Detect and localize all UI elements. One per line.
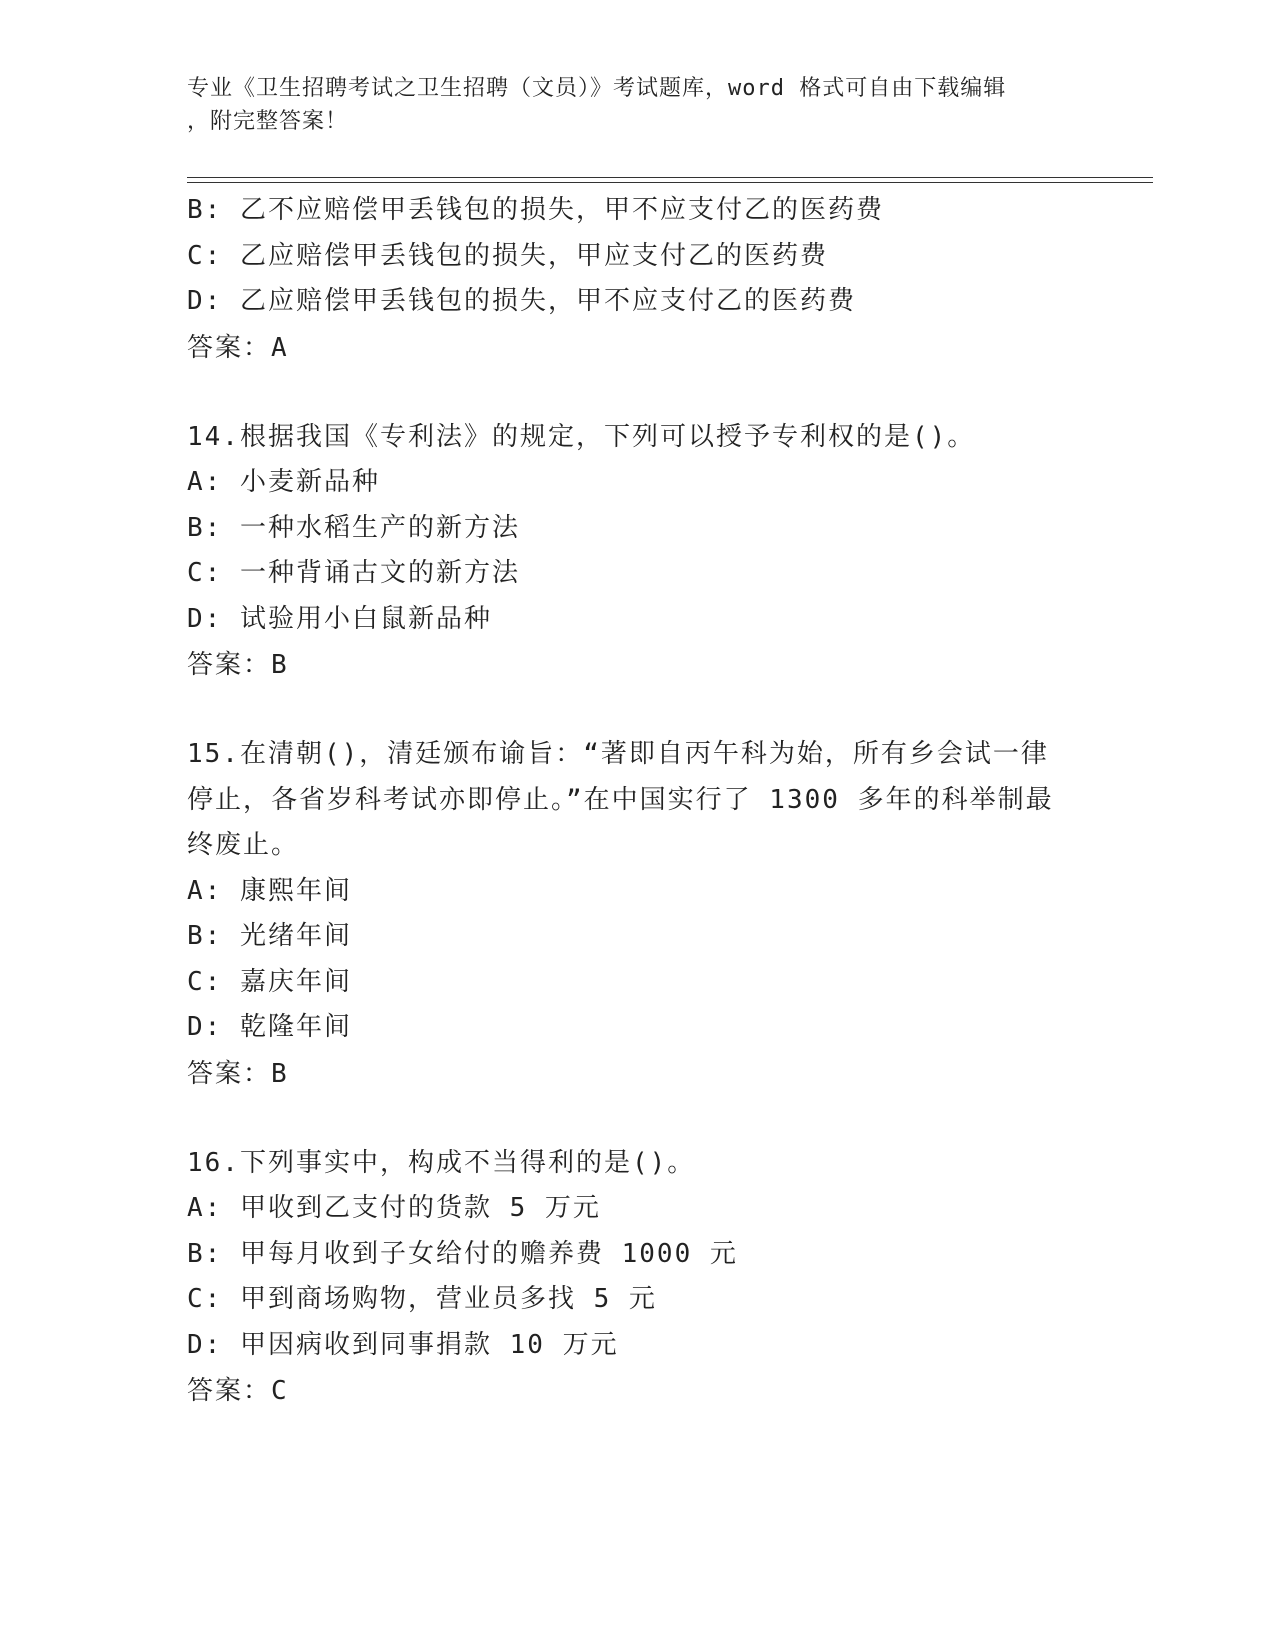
header-divider-bottom	[187, 182, 1153, 183]
spacer	[187, 371, 1087, 415]
q15-option-b: B: 光绪年间	[187, 921, 352, 951]
q14-option-b: B: 一种水稻生产的新方法	[187, 512, 520, 543]
q14-option-c: C: 一种背诵古文的新方法	[187, 558, 520, 588]
q13-option-d: D: 乙应赔偿甲丢钱包的损失，甲不应支付乙的医药费	[187, 286, 856, 316]
q13-option-c: C: 乙应赔偿甲丢钱包的损失，甲应支付乙的医药费	[187, 240, 828, 271]
header-divider-top	[187, 177, 1153, 178]
q16-answer: 答案：C	[187, 1376, 289, 1406]
q16-option-c: C: 甲到商场购物，营业员多找 5 元	[187, 1284, 657, 1314]
header-title-line-1: 专业《卫生招聘考试之卫生招聘（文员）》考试题库，word 格式可自由下载编辑	[187, 76, 1007, 101]
q13-option-b: B: 乙不应赔偿甲丢钱包的损失，甲不应支付乙的医药费	[187, 195, 884, 225]
q14-question: 14.根据我国《专利法》的规定，下列可以授予专利权的是()。	[187, 421, 976, 452]
q16-option-a: A: 甲收到乙支付的货款 5 万元	[187, 1193, 601, 1223]
q14-option-a: A: 小麦新品种	[187, 467, 380, 497]
q13-answer: 答案：A	[187, 332, 289, 363]
question-16	[187, 1141, 1087, 1415]
document-header	[187, 72, 1067, 138]
q15-answer: 答案：B	[187, 1058, 289, 1089]
q15-option-c: C: 嘉庆年间	[187, 966, 352, 997]
question-13	[187, 188, 1087, 371]
q16-option-b: B: 甲每月收到子女给付的赡养费 1000 元	[187, 1238, 738, 1269]
q14-answer: 答案：B	[187, 650, 289, 680]
q14-option-d: D: 试验用小白鼠新品种	[187, 603, 492, 634]
question-15	[187, 732, 1087, 1097]
header-title-line-2: ，附完整答案！	[187, 109, 349, 134]
q15-question-line-2: 停止，各省岁科考试亦即停止。”在中国实行了 1300 多年的科举制最	[187, 784, 1054, 815]
q16-question: 16.下列事实中，构成不当得利的是()。	[187, 1147, 696, 1178]
q16-option-d: D: 甲因病收到同事捐款 10 万元	[187, 1329, 619, 1360]
question-14	[187, 415, 1087, 689]
q15-option-d: D: 乾隆年间	[187, 1012, 352, 1042]
spacer	[187, 1097, 1087, 1141]
q15-question-line-1: 15.在清朝()，清廷颁布谕旨：“著即自丙午科为始，所有乡会试一律	[187, 739, 1049, 769]
q15-question-line-3: 终废止。	[187, 830, 300, 860]
question-list	[187, 188, 1087, 1414]
spacer	[187, 688, 1087, 732]
q15-option-a: A: 康熙年间	[187, 875, 352, 906]
